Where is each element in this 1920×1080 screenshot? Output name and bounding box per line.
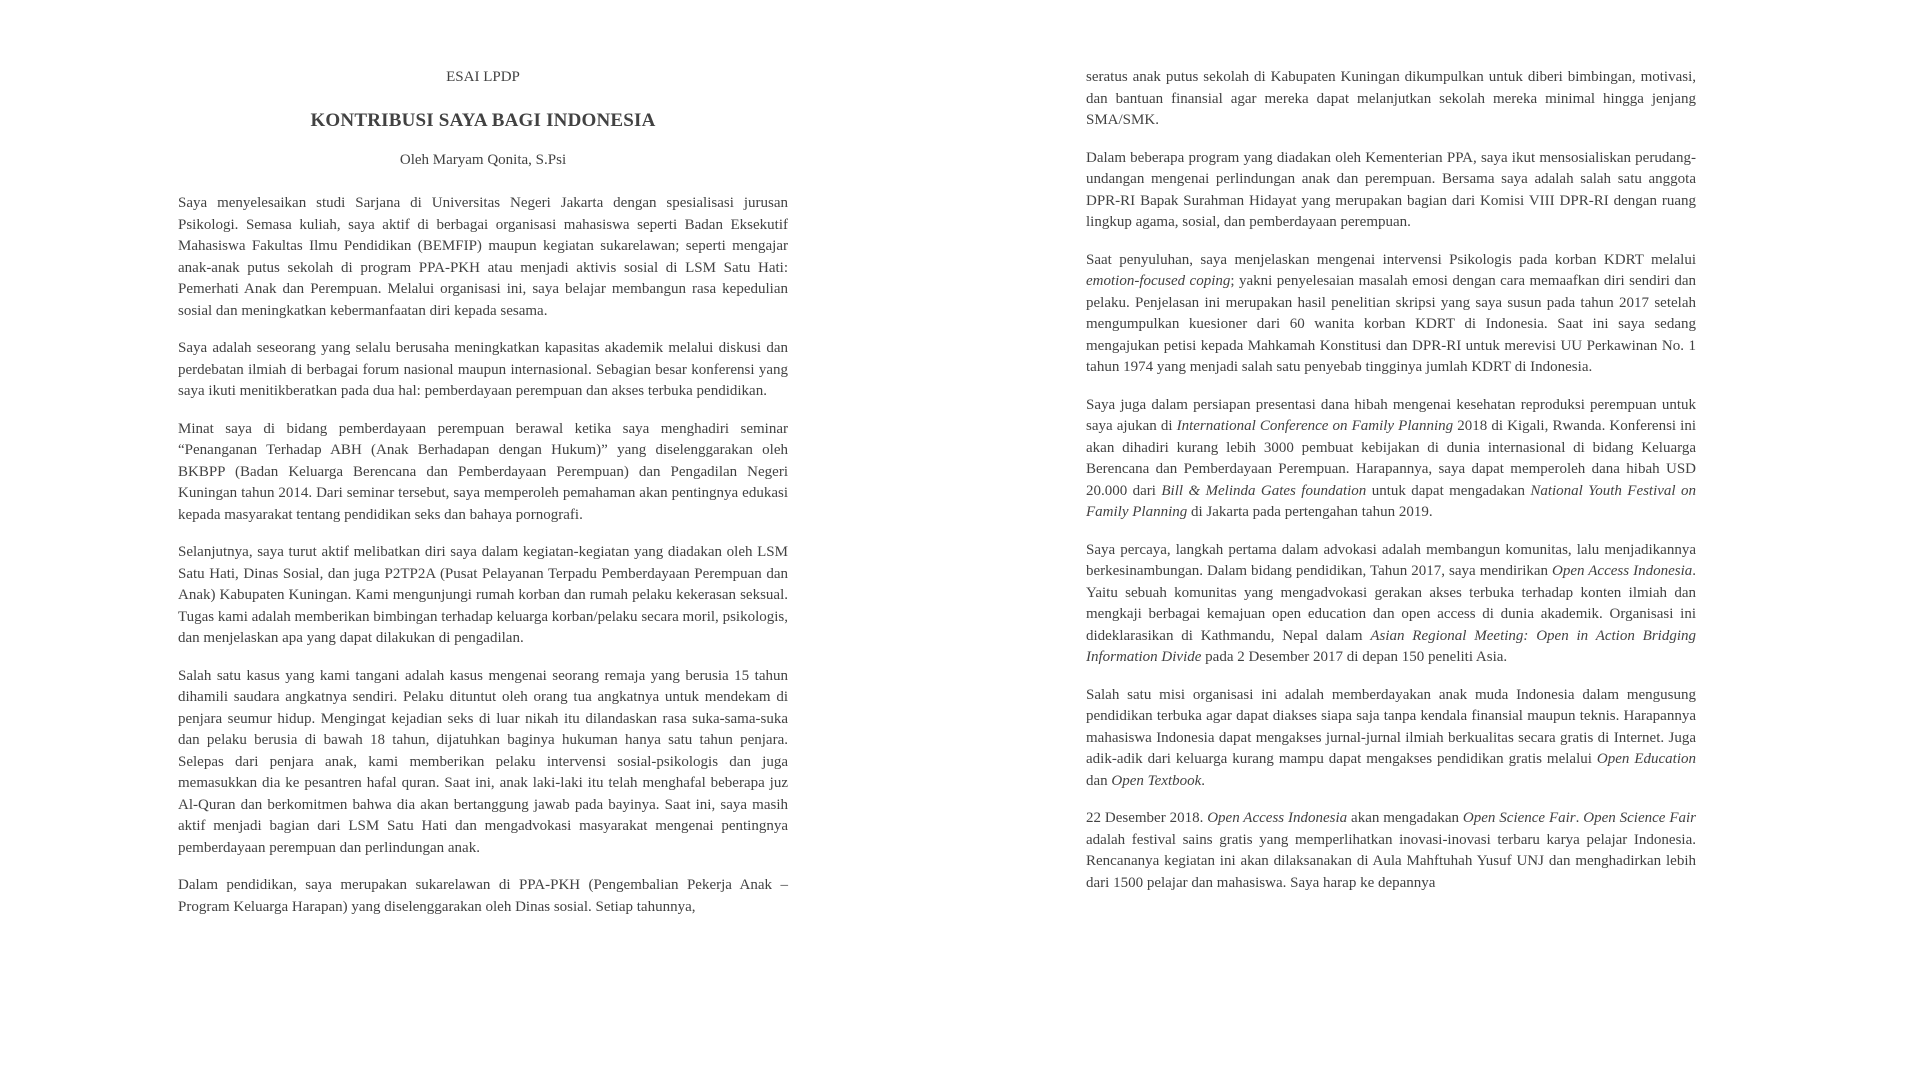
italic-text-run: Open Science Fair [1583, 810, 1696, 826]
italic-text-run: Open Access Indonesia [1207, 810, 1348, 826]
text-run: 2018 di Kigali, Rwanda. Konferensi ini akan dihadiri kurang lebih 3000 pembuat kebijakan di dunia internasional di bidang Keluarga Berencana dan Pemberdayaan Perempuan. Harapannya, saya dapat memperoleh dana hibah USD 20.000 dari [1086, 418, 1696, 499]
essay-title: KONTRIBUSI SAYA BAGI INDONESIA [310, 109, 656, 131]
italic-text-run: National Youth Festival on Family Planning [1086, 482, 1696, 520]
text-run: Saat penyuluhan, saya menjelaskan mengenai intervensi Psikologis pada korban KDRT melalui [1086, 251, 1696, 268]
essay-byline: Oleh Maryam Qonita, S.Psi [399, 151, 567, 168]
text-run: Salah satu kasus yang kami tangani adalah kasus mengenai seorang remaja yang berusia 15 tahun dihamili saudara angkatnya sendiri. Pelaku dituntut oleh orang tua angkatnya untuk mendekam di penjara seumur hidup. Mengingat kejadian seks di luar nikah itu dilandaskan rasa suka-sama-suka dan pelaku berusia di bawah 18 tahun, dijatuhkan baginya hukuman hanya satu tahun penjara. Selepas dari penjara anak, kami memberikan pelaku intervensi sosial-psikologis dan juga memasukkan dia ke pesantren hafal quran. Saat ini, anak laki-laki itu telah menghafal beberapa juz Al-Quran dan berkomitmen bahwa dia akan bertanggung jawab pada bayinya. Saat ini, saya masih aktif menjadi bagian dari LSM Satu Hati dan mengadvokasi masyarakat mengenai pentingnya pemberdayaan perempuan dan perlindungan anak. [178, 667, 788, 856]
italic-text-run: Open Textbook [1111, 772, 1202, 789]
italic-text-run: Asian Regional Meeting: Open in Action Bridging Information Divide [1086, 627, 1696, 665]
essay-paragraph [1086, 250, 1696, 379]
text-run: Saya adalah seseorang yang selalu berusaha meningkatkan kapasitas akademik melalui diskusi dan perdebatan ilmiah di berbagai forum nasional maupun internasional. Sebagian besar konferensi yang saya ikuti menitikberatkan pada dua hal: pemberdayaan perempuan dan akses terbuka pendidikan. [178, 340, 788, 399]
italic-text-run: Open Science Fair [1462, 810, 1576, 826]
text-run: . [1201, 772, 1206, 789]
essay-paragraph [178, 419, 788, 527]
essay-right-column [1086, 67, 1696, 894]
italic-text-run: Bill & Melinda Gates foundation [1161, 482, 1367, 499]
italic-text-run: Open Access Indonesia [1552, 563, 1693, 579]
essay-paragraph [178, 875, 788, 918]
text-run: dan [1086, 772, 1112, 789]
italic-text-run: Open Education [1596, 751, 1696, 767]
text-run: Selanjutnya, saya turut aktif melibatkan diri saya dalam kegiatan-kegiatan yang diadakan oleh LSM Satu Hati, Dinas Sosial, dan juga P2TP2A (Pusat Pelayanan Terpadu Pemberdayaan Perempuan dan Anak) Kabupaten Kuningan. Kami mengunjungi rumah korban dan rumah pelaku kekerasan seksual. Tugas kami adalah memberikan bimbingan terhadap keluarga korban/pelaku secara moril, psikologis, dan menjelaskan apa yang dapat dilakukan di pengadilan. [178, 544, 788, 646]
text-run: Dalam pendidikan, saya merupakan sukarelawan di PPA-PKH (Pengembalian Pekerja Anak – Program Keluarga Harapan) yang diselenggarakan oleh Dinas sosial. Setiap tahunnya, [178, 877, 788, 915]
essay-paragraph [1086, 808, 1696, 894]
text-run: Saya menyelesaikan studi Sarjana di Universitas Negeri Jakarta dengan spesialisasi jurusan Psikologi. Semasa kuliah, saya aktif di berbagai organisasi mahasiswa seperti Badan Eksekutif Mahasiswa Fakultas Ilmu Pendidikan (BEMFIP) maupun kegiatan sukarelawan; seperti mengajar anak-anak putus sekolah di program PPA-PKH atau menjadi aktivis sosial di LSM Satu Hati: Pemerhati Anak dan Perempuan. Melalui organisasi ini, saya belajar membangun rasa kepedulian sosial dan meningkatkan kebermanfaatan diri kepada sesama. [178, 195, 788, 319]
text-run: . [1575, 810, 1584, 826]
essay-paragraph [1086, 395, 1696, 524]
italic-text-run: International Conference on Family Planning [1176, 418, 1454, 434]
essay-paragraph [1086, 148, 1696, 234]
text-run: Saya juga dalam persiapan presentasi dana hibah mengenai kesehatan reproduksi perempuan untuk saya ajukan di [1086, 396, 1696, 434]
essay-paragraph [178, 666, 788, 860]
left-column-paragraphs [178, 193, 788, 918]
text-run: untuk dapat mengadakan [1366, 482, 1531, 499]
essay-left-column [178, 67, 788, 918]
text-run: Minat saya di bidang pemberdayaan perempuan berawal ketika saya menghadiri seminar “Penanganan Terhadap ABH (Anak Berhadapan dengan Hukum)” yang diselenggarakan oleh BKBPP (Badan Keluarga Berencana dan Pemberdayaan Perempuan) dan Pengadilan Negeri Kuningan tahun 2014. Dari seminar tersebut, saya memperoleh pemahaman akan pentingnya edukasi kepada masyarakat tentang pendidikan seks dan bahaya pornografi. [178, 420, 788, 523]
essay-paragraph [1086, 685, 1696, 793]
text-run: pada 2 Desember 2017 di depan 150 peneliti Asia. [1201, 649, 1508, 665]
text-run: di Jakarta pada pertengahan tahun 2019. [1187, 504, 1433, 520]
text-run: Salah satu misi organisasi ini adalah memberdayakan anak muda Indonesia dalam mengusung pendidikan terbuka agar dapat diakses siapa saja tanpa kendala finansial maupun teknis. Harapannya mahasiswa Indonesia dapat mengakses jurnal-jurnal ilmiah berkualitas secara gratis di Internet. Juga adik-adik dari keluarga kurang mampu dapat mengakses pendidikan gratis melalui [1086, 686, 1696, 767]
text-run: Dalam beberapa program yang diadakan oleh Kementerian PPA, saya ikut mensosialiskan perudang-undangan mengenai perlindungan anak dan perempuan. Bersama saya adalah salah satu anggota DPR-RI Bapak Surahman Hidayat yang merupakan bagian dari Komisi VIII DPR-RI dengan ruang lingkup agama, sosial, dan pemberdayaan perempuan. [1086, 149, 1696, 230]
right-column-paragraphs [1086, 67, 1696, 894]
text-run: seratus anak putus sekolah di Kabupaten Kuningan dikumpulkan untuk diberi bimbingan, motivasi, dan bantuan finansial agar mereka dapat melanjutkan sekolah mereka minimal hingga jenjang SMA/SMK. [1086, 69, 1696, 128]
essay-kicker: ESAI LPDP [446, 69, 520, 85]
text-run: 22 Desember 2018. [1086, 810, 1208, 826]
essay-paragraph [178, 193, 788, 322]
essay-paragraph [178, 338, 788, 403]
text-run: akan mengadakan [1347, 810, 1463, 826]
text-run: Saya percaya, langkah pertama dalam advokasi adalah membangun komunitas, lalu menjadikannya berkesinambungan. Dalam bidang pendidikan, Tahun 2017, saya mendirikan [1086, 541, 1696, 579]
italic-text-run: emotion-focused coping [1086, 273, 1231, 289]
text-run: . Yaitu sebuah komunitas yang mengadvokasi gerakan akses terbuka terhadap konten ilmiah dan mengkaji berbagai kemajuan open education dan open access di dunia akademik. Organisasi ini dideklarasikan di Kathmandu, Nepal dalam [1086, 563, 1696, 644]
text-run: ; yakni penyelesaian masalah emosi dengan cara memaafkan diri sendiri dan pelaku. Penjelasan ini merupakan hasil penelitian skripsi yang saya susun pada tahun 2017 setelah mengumpulkan kuesioner dari 60 wanita korban KDRT di Indonesia. Saat ini saya sedang mengajukan petisi kepada Mahkamah Konstitusi dan DPR-RI untuk merevisi UU Perkawinan No. 1 tahun 1974 yang menjadi salah satu penyebab tingginya jumlah KDRT di Indonesia. [1086, 273, 1696, 375]
essay-paragraph [178, 542, 788, 650]
text-run: adalah festival sains gratis yang memperlihatkan inovasi-inovasi terbaru karya pelajar Indonesia. Rencananya kegiatan ini akan dilaksanakan di Aula Mahftuhah Yusuf UNJ dan menghadirkan lebih dari 1500 pelajar dan mahasiswa. Saya harap ke depannya [1086, 831, 1696, 891]
essay-paragraph [1086, 67, 1696, 132]
essay-header [178, 67, 788, 171]
essay-paragraph [1086, 540, 1696, 669]
